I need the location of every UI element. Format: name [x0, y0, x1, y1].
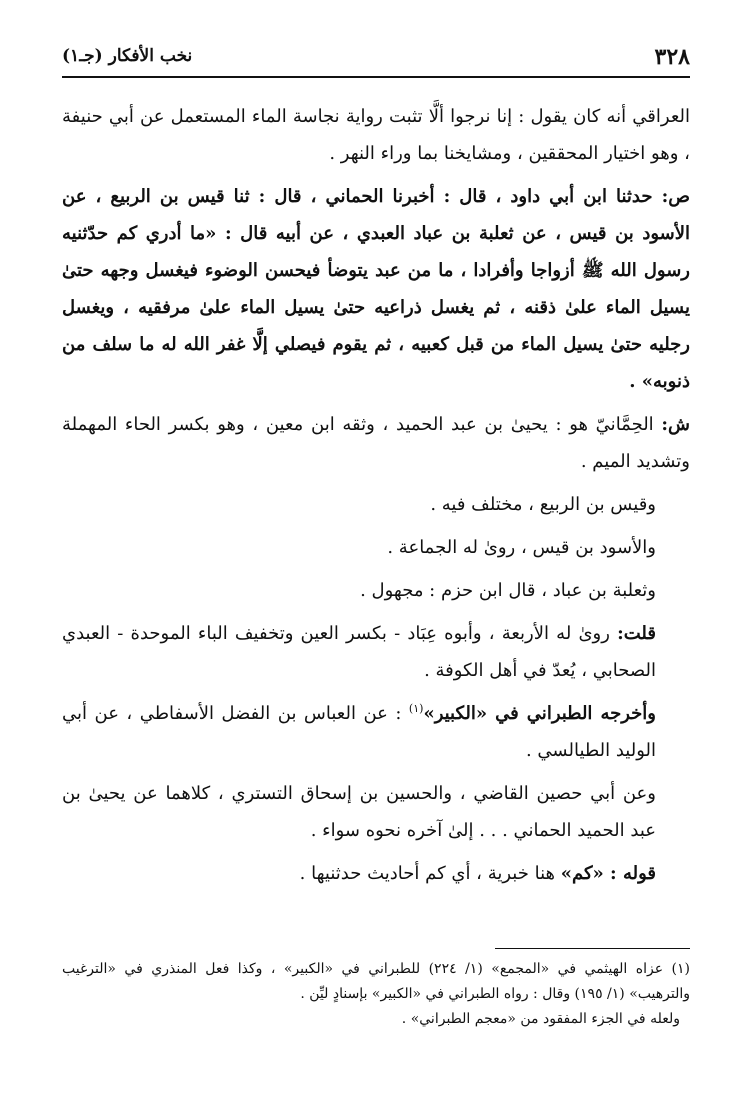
qultu-paragraph	[62, 615, 690, 689]
main-text	[62, 98, 690, 892]
narrator-note-aswad: والأسود بن قيس ، روىٰ له الجماعة .	[387, 537, 656, 558]
narrator-note-thalaba: وثعلبة بن عباد ، قال ابن حزم : مجهول .	[360, 580, 656, 601]
hadith-text: حدثنا ابن أبي داود ، قال : أخبرنا الحماني ، قال : ثنا قيس بن الربيع ، عن الأسود بن قيس ، عن ثعلبة بن عباد العبدي ، عن أبيه قال : «ما أدري كم حدّثنيه رسول الله ﷺ أزواجا وأفرادا ، ما من عبد يتوضأ فيحسن الوضوء فيغسل وجهه حتىٰ يسيل الماء علىٰ ذقنه ، ثم يغسل ذراعيه حتىٰ يسيل الماء علىٰ مرفقيه ، ويغسل رجليه حتىٰ يسيل الماء من قبل كعبيه ، ثم يقوم فيصلي إلَّا غفر الله له ما سلف من ذنوبه» .	[62, 186, 691, 392]
word-note-text: هنا خبرية ، أي كم أحاديث حدثنيها .	[299, 863, 555, 884]
text-marker-shin: ش:	[661, 414, 690, 435]
text-marker-qultu: قلت:	[617, 623, 656, 644]
footnote-1: (١) عزاه الهيثمي في «المجمع» (١/ ٢٢٤) للطبراني في «الكبير» ، وكذا فعل المنذري في «الترغيب والترهيب» (١/ ١٩٥) وقال : رواه الطبراني في «الكبير» بإسنادٍ ليِّن .	[62, 961, 691, 1002]
commentary-paragraph	[62, 406, 690, 480]
paragraph-1-text: العراقي أنه كان يقول : إنا نرجوا ألَّا تثبت رواية نجاسة الماء المستعمل عن أبي حنيفة ، وهو اختيار المحققين ، ومشايخنا بما وراء النهر .	[62, 106, 690, 164]
takhrij-lead: وأخرجه الطبراني في «الكبير»	[423, 703, 656, 724]
page-header	[62, 42, 690, 78]
footnotes	[62, 957, 690, 1032]
narrator-note-qays: وقيس بن الربيع ، مختلف فيه .	[430, 494, 656, 515]
page-number: ٣٢٨	[654, 44, 690, 70]
text-marker-sad: ص:	[661, 186, 690, 207]
footnote-1-continuation: ولعله في الجزء المفقود من «معجم الطبراني» .	[401, 1011, 680, 1027]
takhrij-text: : عن العباس بن الفضل الأسفاطي ، عن أبي الوليد الطيالسي .	[62, 703, 656, 761]
book-title: نخب الأفكار (جـ١)	[62, 46, 193, 66]
footnote-ref-1: (١)	[408, 702, 424, 715]
word-note-lead: قوله : «كم»	[560, 863, 656, 884]
book-page	[62, 42, 690, 1082]
takhrij-paragraph	[62, 695, 690, 769]
paragraph-1	[62, 98, 690, 172]
second-chain-paragraph: وعن أبي حصين القاضي ، والحسين بن إسحاق التستري ، كلاهما عن يحيىٰ بن عبد الحميد الحماني . . . إلىٰ آخره نحوه سواء .	[62, 783, 656, 841]
commentary-text: الحِمَّانيّ هو : يحيىٰ بن عبد الحميد ، وثقه ابن معين ، وهو بكسر الحاء المهملة وتشديد الميم .	[62, 414, 690, 472]
qultu-text: روىٰ له الأربعة ، وأبوه عِبَاد - بكسر العين وتخفيف الباء الموحدة - العبدي الصحابي ، يُعدّ في أهل الكوفة .	[62, 623, 656, 681]
hadith-paragraph	[62, 178, 690, 400]
word-note-paragraph	[62, 855, 690, 892]
footnote-separator	[495, 948, 690, 949]
